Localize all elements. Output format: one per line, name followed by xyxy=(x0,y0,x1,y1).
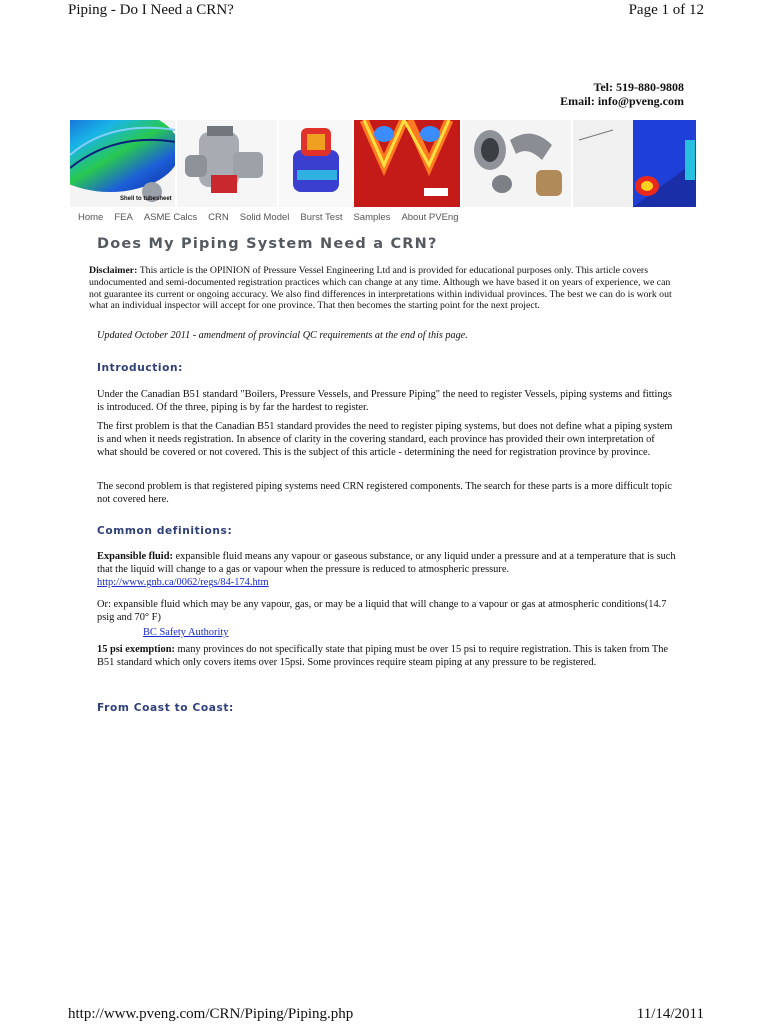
contact-tel: Tel: 519-880-9808 xyxy=(593,80,684,94)
banner-image-strip xyxy=(70,120,696,207)
expansible-fluid-definition xyxy=(97,550,677,590)
stress-model-image xyxy=(279,120,353,207)
nav-crn[interactable]: CRN xyxy=(208,212,229,223)
coast-to-coast-heading: From Coast to Coast: xyxy=(97,702,234,714)
tee-fea-image xyxy=(573,120,696,207)
expansible-fluid-alternate: Or: expansible fluid which may be any vapour, gas, or may be a liquid that will change to a vapour or gas at atmospheric conditions(14.7 psig and 70° F) xyxy=(97,599,667,624)
print-footer-date: 11/14/2011 xyxy=(636,1006,704,1022)
contact-info xyxy=(560,80,684,108)
banner-caption: Shell to tubesheet xyxy=(120,196,172,202)
intro-paragraph-1: Under the Canadian B51 standard "Boilers, Pressure Vessels, and Pressure Piping" the need to register Vessels, piping systems and fittings is introduced. Of the three, piping is by far the hardest to register. xyxy=(97,389,672,414)
updated-note: Updated October 2011 - amendment of provincial QC requirements at the end of this page. xyxy=(97,330,468,341)
fea-pipe-image xyxy=(70,120,175,207)
print-header-page: Page 1 of 12 xyxy=(628,2,704,18)
contact-email: Email: info@pveng.com xyxy=(560,94,684,108)
expansible-fluid-label: Expansible fluid: xyxy=(97,551,173,562)
print-footer-url: http://www.pveng.com/CRN/Piping/Piping.php xyxy=(68,1006,354,1022)
nav-samples[interactable]: Samples xyxy=(353,212,391,223)
print-header-title: Piping - Do I Need a CRN? xyxy=(68,2,234,18)
introduction-heading: Introduction: xyxy=(97,362,184,374)
psi-exemption xyxy=(97,643,677,669)
nav-home[interactable]: Home xyxy=(78,212,104,223)
disclaimer-label: Disclaimer: xyxy=(89,265,138,276)
nav-bar xyxy=(78,212,458,223)
disclaimer xyxy=(89,265,684,312)
gnb-regulation-link[interactable]: http://www.gnb.ca/0062/regs/84-174.htm xyxy=(97,577,269,589)
expansible-fluid-text: expansible fluid means any vapour or gaseous substance, or any liquid under a pressure and at a temperature that is such that the liquid will change to a gas or vapour when the pressure is reduced to atmospheric pressure. xyxy=(97,551,676,576)
psi-exemption-text: many provinces do not specifically state that piping must be over 15 psi to require registration. This is taken from The B51 standard which only covers items over 15psi. Some provinces require steam piping at any pressure to be registered. xyxy=(97,644,669,669)
nav-fea[interactable]: FEA xyxy=(114,212,133,223)
intro-paragraph-3: The second problem is that registered piping systems need CRN registered components. The search for these parts is a more difficult topic not covered here. xyxy=(97,481,672,506)
bc-safety-authority-link[interactable]: BC Safety Authority xyxy=(143,627,229,638)
nav-solid-model[interactable]: Solid Model xyxy=(239,212,290,223)
nozzle-fea-image xyxy=(354,120,459,207)
page-title: Does My Piping System Need a CRN? xyxy=(97,236,438,252)
nav-asme-calcs[interactable]: ASME Calcs xyxy=(143,212,198,223)
coupling-model-image xyxy=(462,120,571,207)
intro-paragraph-2: The first problem is that the Canadian B51 standard provides the need to register piping systems, but does not define what a piping system is and when it needs registration. In absence of clarity in the covering standard, each province has provided their own interpretation of what should be covered or not covered. This is the subject of this article - determining the need for registration province by province. xyxy=(97,421,673,459)
disclaimer-text: This article is the OPINION of Pressure Vessel Engineering Ltd and is provided for educational purposes only. This article covers undocumented and semi-documented registration practices which can change at any time. Although we have based it on years of experience, we can not guarantee its current or ongoing accuracy. We also find differences in interpretations within individual provinces. The best we can do is work out what an individual inspector will accept for one province. That then becomes the starting point for the next project. xyxy=(89,265,672,312)
nav-burst-test[interactable]: Burst Test xyxy=(300,212,343,223)
definitions-heading: Common definitions: xyxy=(97,525,233,537)
psi-exemption-label: 15 psi exemption: xyxy=(97,644,175,655)
print-header xyxy=(68,2,704,22)
valve-model-image xyxy=(177,120,276,207)
bc-safety-authority-row xyxy=(143,627,228,638)
nav-about-pveng[interactable]: About PVEng xyxy=(401,212,459,223)
print-footer xyxy=(68,1006,704,1026)
